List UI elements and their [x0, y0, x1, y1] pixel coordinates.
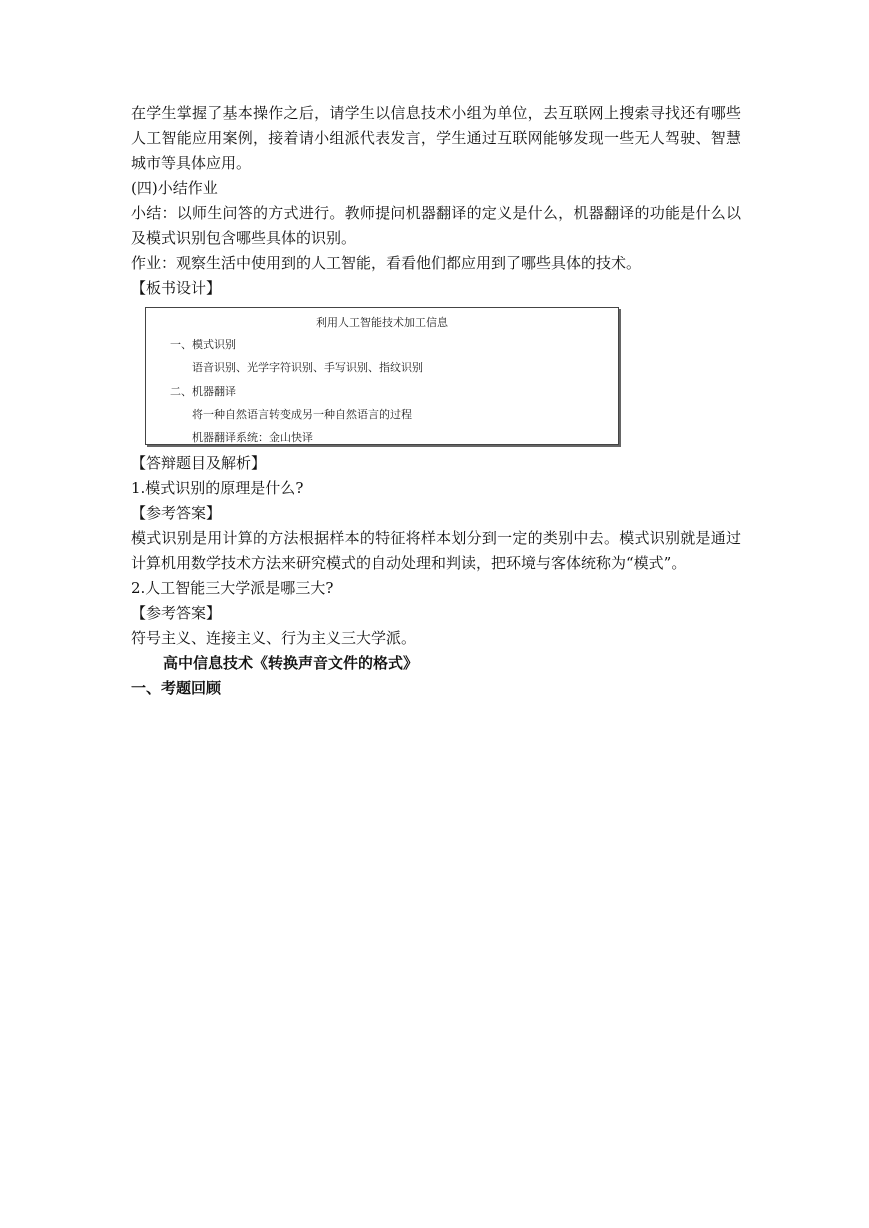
board-design-heading: 【板书设计】 [131, 278, 222, 297]
board-line-translation-system: 机器翻译系统：金山快译 [192, 430, 313, 444]
board-design-box [145, 307, 619, 445]
document-body [131, 101, 741, 701]
intro-paragraph: 在学生掌握了基本操作之后，请学生以信息技术小组为单位，去互联网上搜索寻找还有哪些人工智能应用案例，接着请小组派代表发言，学生通过互联网能够发现一些无人驾驶、智慧城市等具体应用。 [131, 104, 741, 172]
homework-paragraph: 作业：观察生活中使用到的人工智能，看看他们都应用到了哪些具体的技术。 [131, 253, 642, 272]
board-line-recognition-types: 语音识别、光学字符识别、手写识别、指纹识别 [192, 360, 423, 374]
section-4-heading: (四)小结作业 [131, 179, 218, 197]
question-1: 1.模式识别的原理是什么? [131, 478, 304, 497]
reference-answer-1-label: 【参考答案】 [131, 503, 222, 522]
qa-heading: 【答辩题目及解析】 [131, 453, 267, 472]
answer-2: 符号主义、连接主义、行为主义三大学派。 [131, 628, 417, 647]
board-line-translation-definition: 将一种自然语言转变成另一种自然语言的过程 [192, 407, 412, 421]
next-lesson-title: 高中信息技术《转换声音文件的格式》 [163, 653, 419, 672]
board-line-machine-translation: 二、机器翻译 [170, 384, 236, 398]
board-line-pattern-recognition: 一、模式识别 [170, 337, 236, 351]
board-title: 利用人工智能技术加工信息 [316, 315, 448, 329]
question-2: 2.人工智能三大学派是哪三大? [131, 578, 334, 597]
reference-answer-2-label: 【参考答案】 [131, 603, 222, 622]
answer-1: 模式识别是用计算的方法根据样本的特征将样本划分到一定的类别中去。模式识别就是通过计算机用数学技术方法来研究模式的自动处理和判读，把环境与客体统称为“模式”。 [131, 528, 741, 572]
exam-review-heading: 一、考题回顾 [131, 678, 222, 697]
summary-paragraph: 小结：以师生问答的方式进行。教师提问机器翻译的定义是什么，机器翻译的功能是什么以及模式识别包含哪些具体的识别。 [131, 203, 741, 247]
